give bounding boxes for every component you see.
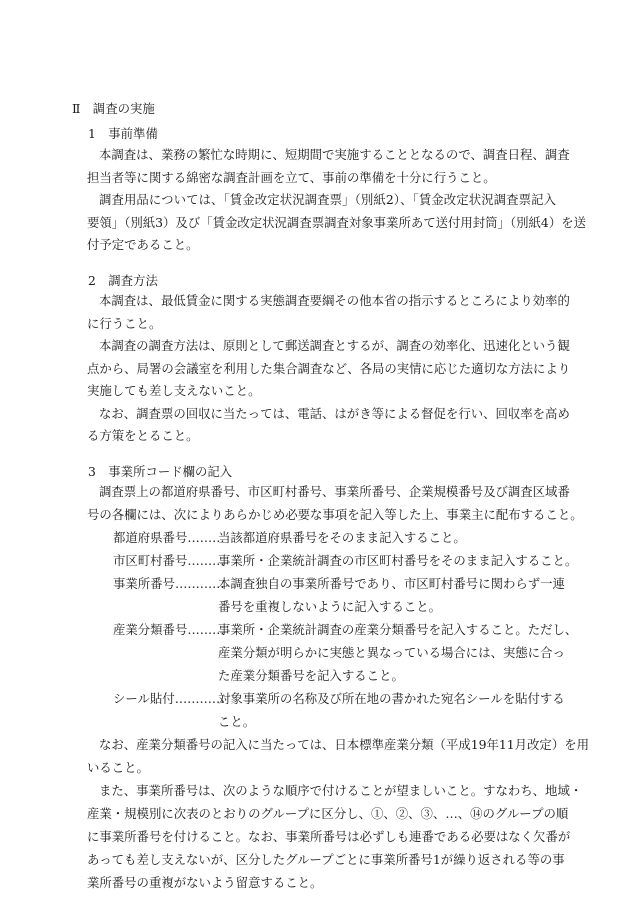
paragraph-line: 調査票上の都道府県番号、市区町村番号、事業所番号、企業規模番号及び調査区域番: [99, 484, 570, 499]
item-desc: 当該都道府県番号をそのまま記入すること。: [218, 530, 466, 545]
item-desc: こと。: [218, 714, 256, 729]
item-desc: 対象事業所の名称及び所在地の書かれた宛名シールを貼付する: [218, 691, 565, 706]
paragraph-line: 号の各欄には、次によりあらかじめ必要な事項を記入等した上、事業主に配布すること。: [87, 507, 583, 522]
paragraph-line: また、事業所番号は、次のような順序で付けることが望ましいこと。すなわち、地域・: [99, 783, 583, 798]
item-desc: 事業所・企業統計調査の産業分類番号を記入すること。ただし、: [218, 622, 578, 637]
paragraph-line: に事業所番号を付けること。なお、事業所番号は必ずしも連番である必要はなく欠番が: [87, 829, 571, 844]
chapter-heading: Ⅱ 調査の実施: [72, 101, 155, 116]
paragraph-line: 点から、局署の会議室を利用した集合調査など、各局の実情に応じた適切な方法により: [87, 361, 571, 376]
item-term: シール貼付…………: [113, 691, 225, 706]
section-3-heading: 3 事業所コード欄の記入: [88, 464, 233, 479]
paragraph-line: 要領」（別紙3）及び「賃金改定状況調査票調査対象事業所あて送付用封筒」（別紙4）を送: [87, 215, 586, 230]
item-term: 都道府県番号………: [113, 530, 225, 545]
paragraph-line: 業所番号の重複がないよう留意すること。: [87, 875, 323, 890]
paragraph-line: いること。: [87, 760, 149, 775]
paragraph-line: なお、産業分類番号の記入に当たっては、日本標準産業分類（平成19年11月改定）を用: [99, 737, 589, 752]
paragraph-line: なお、調査票の回収に当たっては、電話、はがき等による督促を行い、回収率を高め: [99, 406, 570, 421]
item-desc: た産業分類番号を記入すること。: [218, 668, 404, 683]
section-1-heading: 1 事前準備: [88, 126, 158, 141]
item-desc: 事業所・企業統計調査の市区町村番号をそのまま記入すること。: [218, 553, 578, 568]
item-desc: 産業分類が明らかに実態と異なっている場合には、実態に合っ: [218, 645, 565, 660]
item-term: 市区町村番号………: [113, 553, 225, 568]
paragraph-line: 産業・規模別に次表のとおりのグループに区分し、①、②、③、…、⑭のグループの順: [87, 806, 569, 821]
paragraph-line: 本調査は、業務の繁忙な時期に、短期間で実施することとなるので、調査日程、調査: [99, 147, 570, 162]
paragraph-line: に行うこと。: [87, 316, 162, 331]
paragraph-line: 調査用品については、「賃金改定状況調査票」（別紙2）、「賃金改定状況調査票記入: [99, 192, 556, 207]
item-term: 産業分類番号………: [113, 622, 225, 637]
item-desc: 本調査独自の事業所番号であり、市区町村番号に関わらず一連: [218, 576, 565, 591]
paragraph-line: 担当者等に関する綿密な調査計画を立て、事前の準備を十分に行うこと。: [87, 170, 496, 185]
paragraph-line: 本調査は、最低賃金に関する実態調査要綱その他本省の指示するところにより効率的: [99, 293, 570, 308]
paragraph-line: あっても差し支えないが、区分したグループごとに事業所番号1が繰り返される等の事: [87, 852, 565, 867]
paragraph-line: 実施しても差し支えないこと。: [87, 383, 261, 398]
section-2-heading: 2 調査方法: [88, 273, 158, 288]
paragraph-line: 付予定であること。: [87, 237, 199, 252]
paragraph-line: 本調査の調査方法は、原則として郵送調査とするが、調査の効率化、迅速化という観: [99, 338, 570, 353]
item-desc: 番号を重複しないように記入すること。: [218, 599, 442, 614]
paragraph-line: る方策をとること。: [87, 428, 199, 443]
item-term: 事業所番号…………: [113, 576, 225, 591]
